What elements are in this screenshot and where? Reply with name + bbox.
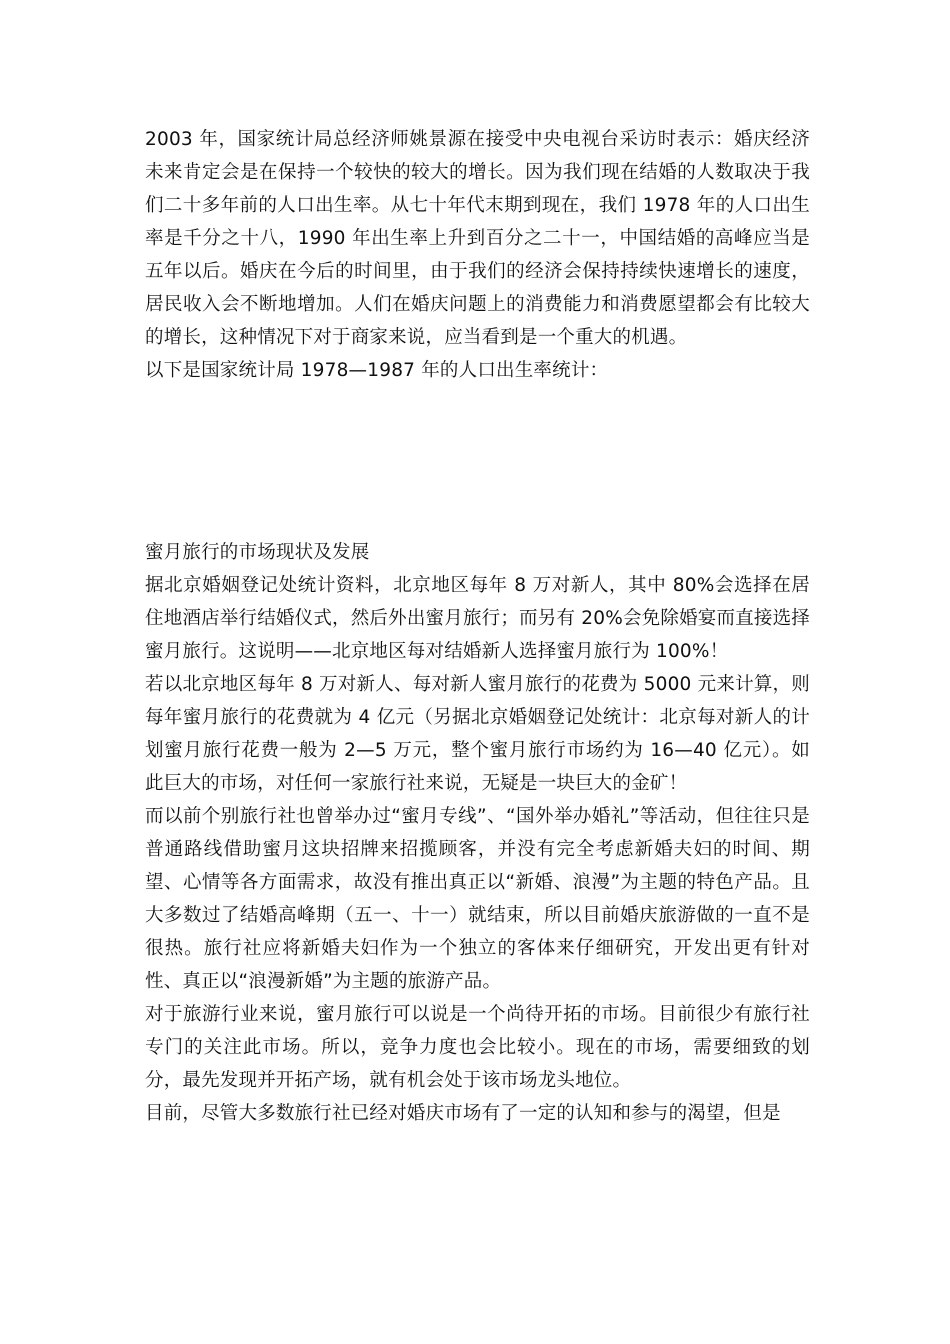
body-paragraph: 若以北京地区每年 8 万对新人、每对新人蜜月旅行的花费为 5000 元来计算，则每年蜜月旅行的花费就为 4 亿元（另据北京婚姻登记处统计：北京每对新人的计划蜜月旅行花费一般为 2—5 万元，整个蜜月旅行市场约为 16—40 亿元）。如此巨大的市场，对任何一家旅行社来说，无疑是一块巨大的金矿！ (145, 674, 810, 794)
body-paragraph: 据北京婚姻登记处统计资料，北京地区每年 8 万对新人，其中 80%会选择在居住地酒店举行结婚仪式，然后外出蜜月旅行；而另有 20%会免除婚宴而直接选择蜜月旅行。这说明——北京地区每对结婚新人选择蜜月旅行为 100%！ (145, 575, 810, 662)
body-paragraph: 对于旅游行业来说，蜜月旅行可以说是一个尚待开拓的市场。目前很少有旅行社专门的关注此市场。所以，竞争力度也会比较小。现在的市场，需要细致的划分，最先发现并开拓产场，就有机会处于该市场龙头地位。 (145, 1004, 810, 1091)
body-paragraph: 目前，尽管大多数旅行社已经对婚庆市场有了一定的认知和参与的渴望，但是 (145, 1103, 781, 1124)
intro-section (145, 123, 810, 387)
section-heading: 蜜月旅行的市场现状及发展 (145, 542, 370, 563)
honeymoon-section (145, 536, 810, 1130)
body-paragraph: 而以前个别旅行社也曾举办过“蜜月专线”、“国外举办婚礼”等活动，但往往只是普通路线借助蜜月这块招牌来招揽顾客，并没有完全考虑新婚夫妇的时间、期望、心情等各方面需求，故没有推出真正以“新婚、浪漫”为主题的特色产品。且大多数过了结婚高峰期（五一、十一）就结束，所以目前婚庆旅游做的一直不是很热。旅行社应将新婚夫妇作为一个独立的客体来仔细研究，开发出更有针对性、真正以“浪漫新婚”为主题的旅游产品。 (145, 806, 810, 992)
intro-paragraph: 2003 年，国家统计局总经济师姚景源在接受中央电视台采访时表示：婚庆经济未来肯定会是在保持一个较快的较大的增长。因为我们现在结婚的人数取决于我们二十多年前的人口出生率。从七十年代末期到现在，我们 1978 年的人口出生率是千分之十八，1990 年出生率上升到百分之二十一，中国结婚的高峰应当是五年以后。婚庆在今后的时间里，由于我们的经济会保持持续快速增长的速度，居民收入会不断地增加。人们在婚庆问题上的消费能力和消费愿望都会有比较大的增长，这种情况下对于商家来说，应当看到是一个重大的机遇。 (145, 129, 810, 348)
birth-rate-lead-in: 以下是国家统计局 1978—1987 年的人口出生率统计： (145, 360, 609, 381)
